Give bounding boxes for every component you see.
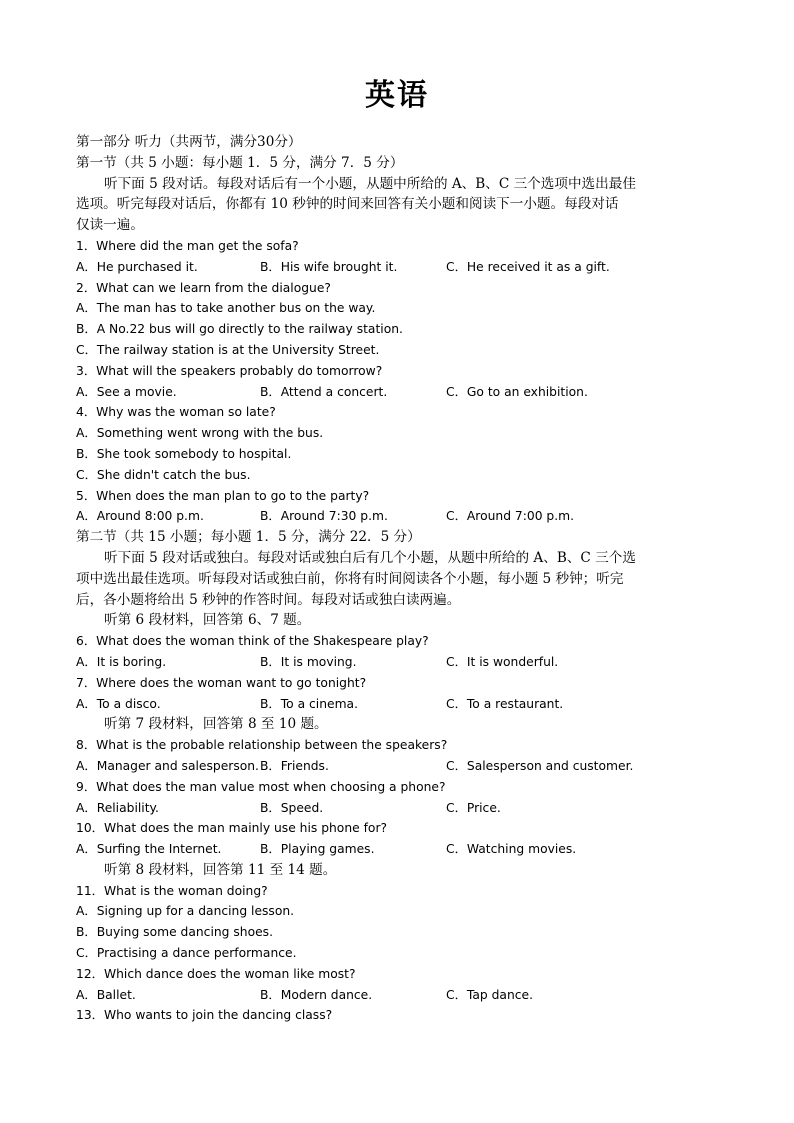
question-stem: 8．What is the probable relationship between the speakers? — [76, 738, 448, 753]
exam-content — [76, 132, 722, 1026]
section2-instructions: 项中选出最佳选项。听每段对话或独白前，你将有时间阅读各个小题，每小题 5 秒钟；听完 — [76, 570, 624, 587]
question-stem: 3．What will the speakers probably do tomorrow? — [76, 363, 383, 378]
question-options — [76, 798, 722, 819]
question-options — [76, 382, 722, 403]
option-c: C．Practising a dance performance. — [76, 946, 297, 961]
option-b: B．Buying some dancing shoes. — [76, 925, 273, 940]
question-options — [76, 257, 722, 278]
question-options — [76, 694, 722, 715]
question-stem: 11．What is the woman doing? — [76, 883, 268, 898]
question-stem: 4．Why was the woman so late? — [76, 405, 276, 420]
option-a: A．Something went wrong with the bus. — [76, 426, 324, 441]
section1-instructions: 选项。听完每段对话后，你都有 10 秒钟的时间来回答有关小题和阅读下一小题。每段对话 — [76, 196, 619, 213]
section1-instructions: 仅读一遍。 — [76, 217, 144, 234]
section2-instructions: 听下面 5 段对话或独白。每段对话或独白后有几个小题，从题中所给的 A、B、C 三个选 — [104, 549, 636, 566]
option-c: C．Go to an exhibition. — [446, 384, 588, 399]
section1-instructions: 听下面 5 段对话。每段对话后有一个小题，从题中所给的 A、B、C 三个选项中选出最佳 — [104, 175, 636, 192]
question-stem: 12．Which dance does the woman like most? — [76, 966, 356, 981]
option-b: B．To a cinema. — [260, 696, 358, 711]
question-stem: 7．Where does the woman want to go tonight? — [76, 675, 367, 690]
question-stem: 10．What does the man mainly use his phone for? — [76, 821, 388, 836]
option-b: B．Friends. — [260, 758, 329, 773]
question-options — [76, 756, 722, 777]
option-b: B．Modern dance. — [260, 987, 373, 1002]
question-stem: 9．What does the man value most when choosing a phone? — [76, 779, 446, 794]
option-b: B．It is moving. — [260, 654, 357, 669]
page-title: 英语 — [365, 78, 429, 113]
option-a: A．Reliability. — [76, 800, 159, 815]
option-b: B．Attend a concert. — [260, 384, 388, 399]
option-b: B．Speed. — [260, 800, 324, 815]
option-c: C．Salesperson and customer. — [446, 758, 634, 773]
option-c: C．Price. — [446, 800, 501, 815]
section2-heading: 第二节（共 15 小题；每小题 1．5 分，满分 22．5 分） — [76, 529, 421, 546]
question-stem: 5．When does the man plan to go to the party? — [76, 488, 370, 503]
material-heading: 听第 8 段材料，回答第 11 至 14 题。 — [104, 861, 337, 878]
option-c: C．She didn't catch the bus. — [76, 467, 251, 482]
question-stem: 2．What can we learn from the dialogue? — [76, 280, 331, 295]
option-a: A．Signing up for a dancing lesson. — [76, 904, 295, 919]
option-a: A．To a disco. — [76, 696, 161, 711]
option-a: A．He purchased it. — [76, 259, 198, 274]
option-a: A．It is boring. — [76, 654, 167, 669]
option-c: C．Tap dance. — [446, 987, 533, 1002]
material-heading: 听第 7 段材料，回答第 8 至 10 题。 — [104, 716, 328, 733]
option-a: A．Ballet. — [76, 987, 136, 1002]
question-options — [76, 985, 722, 1006]
option-a: A．See a movie. — [76, 384, 177, 399]
question-options — [76, 839, 722, 860]
option-c: C．To a restaurant. — [446, 696, 564, 711]
option-b: B．She took somebody to hospital. — [76, 446, 292, 461]
option-a: A．Manager and salesperson. — [76, 758, 259, 773]
section2-instructions: 后，各小题将给出 5 秒钟的作答时间。每段对话或独白读两遍。 — [76, 591, 461, 608]
option-a: A．Surfing the Internet. — [76, 842, 222, 857]
option-b: B．A No.22 bus will go directly to the railway station. — [76, 322, 403, 337]
section1-heading: 第一节（共 5 小题：每小题 1．5 分，满分 7．5 分） — [76, 154, 404, 171]
option-c: C．Watching movies. — [446, 842, 577, 857]
question-options — [76, 506, 722, 527]
question-options — [76, 652, 722, 673]
option-c: C．He received it as a gift. — [446, 259, 610, 274]
option-b: B．His wife brought it. — [260, 259, 398, 274]
option-c: C．The railway station is at the University Street. — [76, 342, 380, 357]
option-b: B．Around 7:30 p.m. — [260, 509, 388, 524]
question-stem: 6．What does the woman think of the Shakespeare play? — [76, 634, 429, 649]
option-c: C．It is wonderful. — [446, 654, 559, 669]
part1-heading: 第一部分 听力（共两节，满分30分） — [76, 134, 302, 150]
option-c: C．Around 7:00 p.m. — [446, 509, 575, 524]
option-a: A．Around 8:00 p.m. — [76, 509, 204, 524]
material-heading: 听第 6 段材料，回答第 6、7 题。 — [104, 612, 311, 629]
question-stem: 13．Who wants to join the dancing class? — [76, 1008, 333, 1023]
question-stem: 1．Where did the man get the sofa? — [76, 238, 299, 253]
option-b: B．Playing games. — [260, 842, 375, 857]
option-a: A．The man has to take another bus on the way. — [76, 301, 376, 316]
